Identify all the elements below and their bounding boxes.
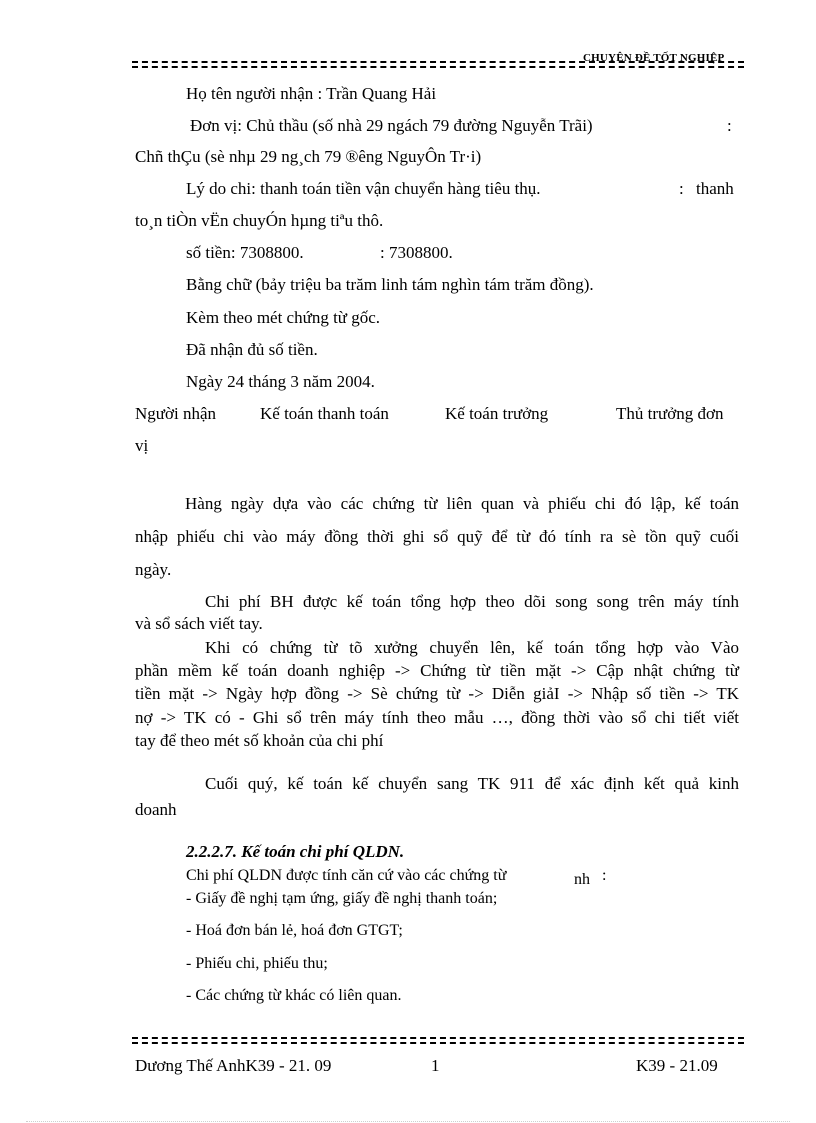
footer-rule-2: [132, 1042, 744, 1044]
unit-garbled-line: Chñ thÇu (sè nhµ 29 ng¸ch 79 ®êng NguyÔn Tr·i): [135, 147, 482, 166]
list-item: - Phiếu chi, phiếu thu;: [186, 955, 328, 972]
signature-payment-accountant: Kế toán thanh toán: [260, 404, 389, 423]
unit-colon: :: [727, 116, 732, 135]
unit-line: Đơn vị: Chủ thầu (số nhà 29 ngách 79 đường Nguyễn Trãi): [190, 116, 593, 135]
paragraph-3-line-5: tay để theo mét số khoản của chi phí: [135, 731, 384, 750]
reason-colon: :: [679, 179, 684, 198]
footer-author: Dương Thế AnhK39 - 21. 09: [135, 1056, 332, 1075]
paragraph-1-line-1: Hàng ngày dựa vào các chứng từ liên quan và phiếu chi đó lập, kế toán: [185, 494, 739, 513]
list-item: - Hoá đơn bán lẻ, hoá đơn GTGT;: [186, 922, 403, 939]
paragraph-3-line-3: tiền mặt -> Ngày hợp đồng -> Sè chứng từ -> Diễn giảI -> Nhập số tiền -> TK: [135, 684, 739, 703]
section-intro-nh: nh: [574, 871, 590, 888]
signature-recipient: Người nhận: [135, 404, 216, 423]
page-edge: [26, 1121, 790, 1122]
section-heading: 2.2.2.7. Kế toán chi phí QLDN.: [186, 842, 405, 861]
signature-head: Thủ trưởng đơn: [616, 404, 724, 423]
signature-chief-accountant: Kế toán trưởng: [445, 404, 549, 423]
recipient-line: Họ tên người nhận : Trần Quang Hải: [186, 84, 437, 103]
header-rule: [132, 61, 744, 63]
attach-line: Kèm theo mét chứng từ gốc.: [186, 308, 381, 327]
reason-line: Lý do chi: thanh toán tiền vận chuyển hàng tiêu thụ.: [186, 179, 541, 198]
paragraph-3-line-2: phần mềm kế toán doanh nghiệp -> Chứng từ tiền mặt -> Cập nhật chứng từ: [135, 661, 739, 680]
amount-words-line: Bằng chữ (bảy triệu ba trăm linh tám nghìn tám trăm đồng).: [186, 275, 594, 294]
section-intro: Chi phí QLDN được tính căn cứ vào các chứng từ: [186, 867, 507, 884]
paragraph-2-line-2: và sổ sách viết tay.: [135, 614, 263, 633]
signature-head-cont: vị: [135, 436, 149, 455]
reason-garbled-line: to¸n tiÒn vËn chuyÓn hµng tiªu thô.: [135, 211, 384, 230]
footer-rule: [132, 1037, 744, 1039]
list-item: - Các chứng từ khác có liên quan.: [186, 987, 402, 1004]
paragraph-3-line-1: Khi có chứng từ tõ xưởng chuyển lên, kế toán tổng hợp vào Vào: [205, 638, 739, 657]
amount-line: số tiền: 7308800.: [186, 243, 304, 262]
header-title: CHUYÊN ĐỀ TỐT NGHIỆP: [583, 52, 725, 64]
amount-colon: : 7308800.: [380, 243, 453, 262]
header-rule-2: [132, 66, 744, 68]
list-item: - Giấy đề nghị tạm ứng, giấy đề nghị thanh toán;: [186, 890, 498, 907]
paragraph-2-line-1: Chi phí BH được kế toán tổng hợp theo dõi song song trên máy tính: [205, 592, 739, 611]
paragraph-4-line-1: Cuối quý, kế toán kế chuyển sang TK 911 để xác định kết quả kinh: [205, 774, 739, 793]
footer-page-number: 1: [431, 1056, 440, 1075]
footer-class: K39 - 21.09: [636, 1056, 718, 1075]
date-line: Ngày 24 tháng 3 năm 2004.: [186, 372, 375, 391]
section-intro-colon: :: [602, 867, 607, 884]
reason-tail: thanh: [696, 179, 734, 198]
paragraph-1-line-3: ngày.: [135, 560, 172, 579]
paragraph-1-line-2: nhập phiếu chi vào máy đồng thời ghi sổ quỹ để từ đó tính ra sè tồn quỹ cuối: [135, 527, 739, 546]
paragraph-4-line-2: doanh: [135, 800, 177, 819]
paragraph-3-line-4: nợ -> TK có - Ghi sổ trên máy tính theo mẫu …, đồng thời vào sổ chi tiết viết: [135, 708, 739, 727]
received-line: Đã nhận đủ số tiền.: [186, 340, 318, 359]
